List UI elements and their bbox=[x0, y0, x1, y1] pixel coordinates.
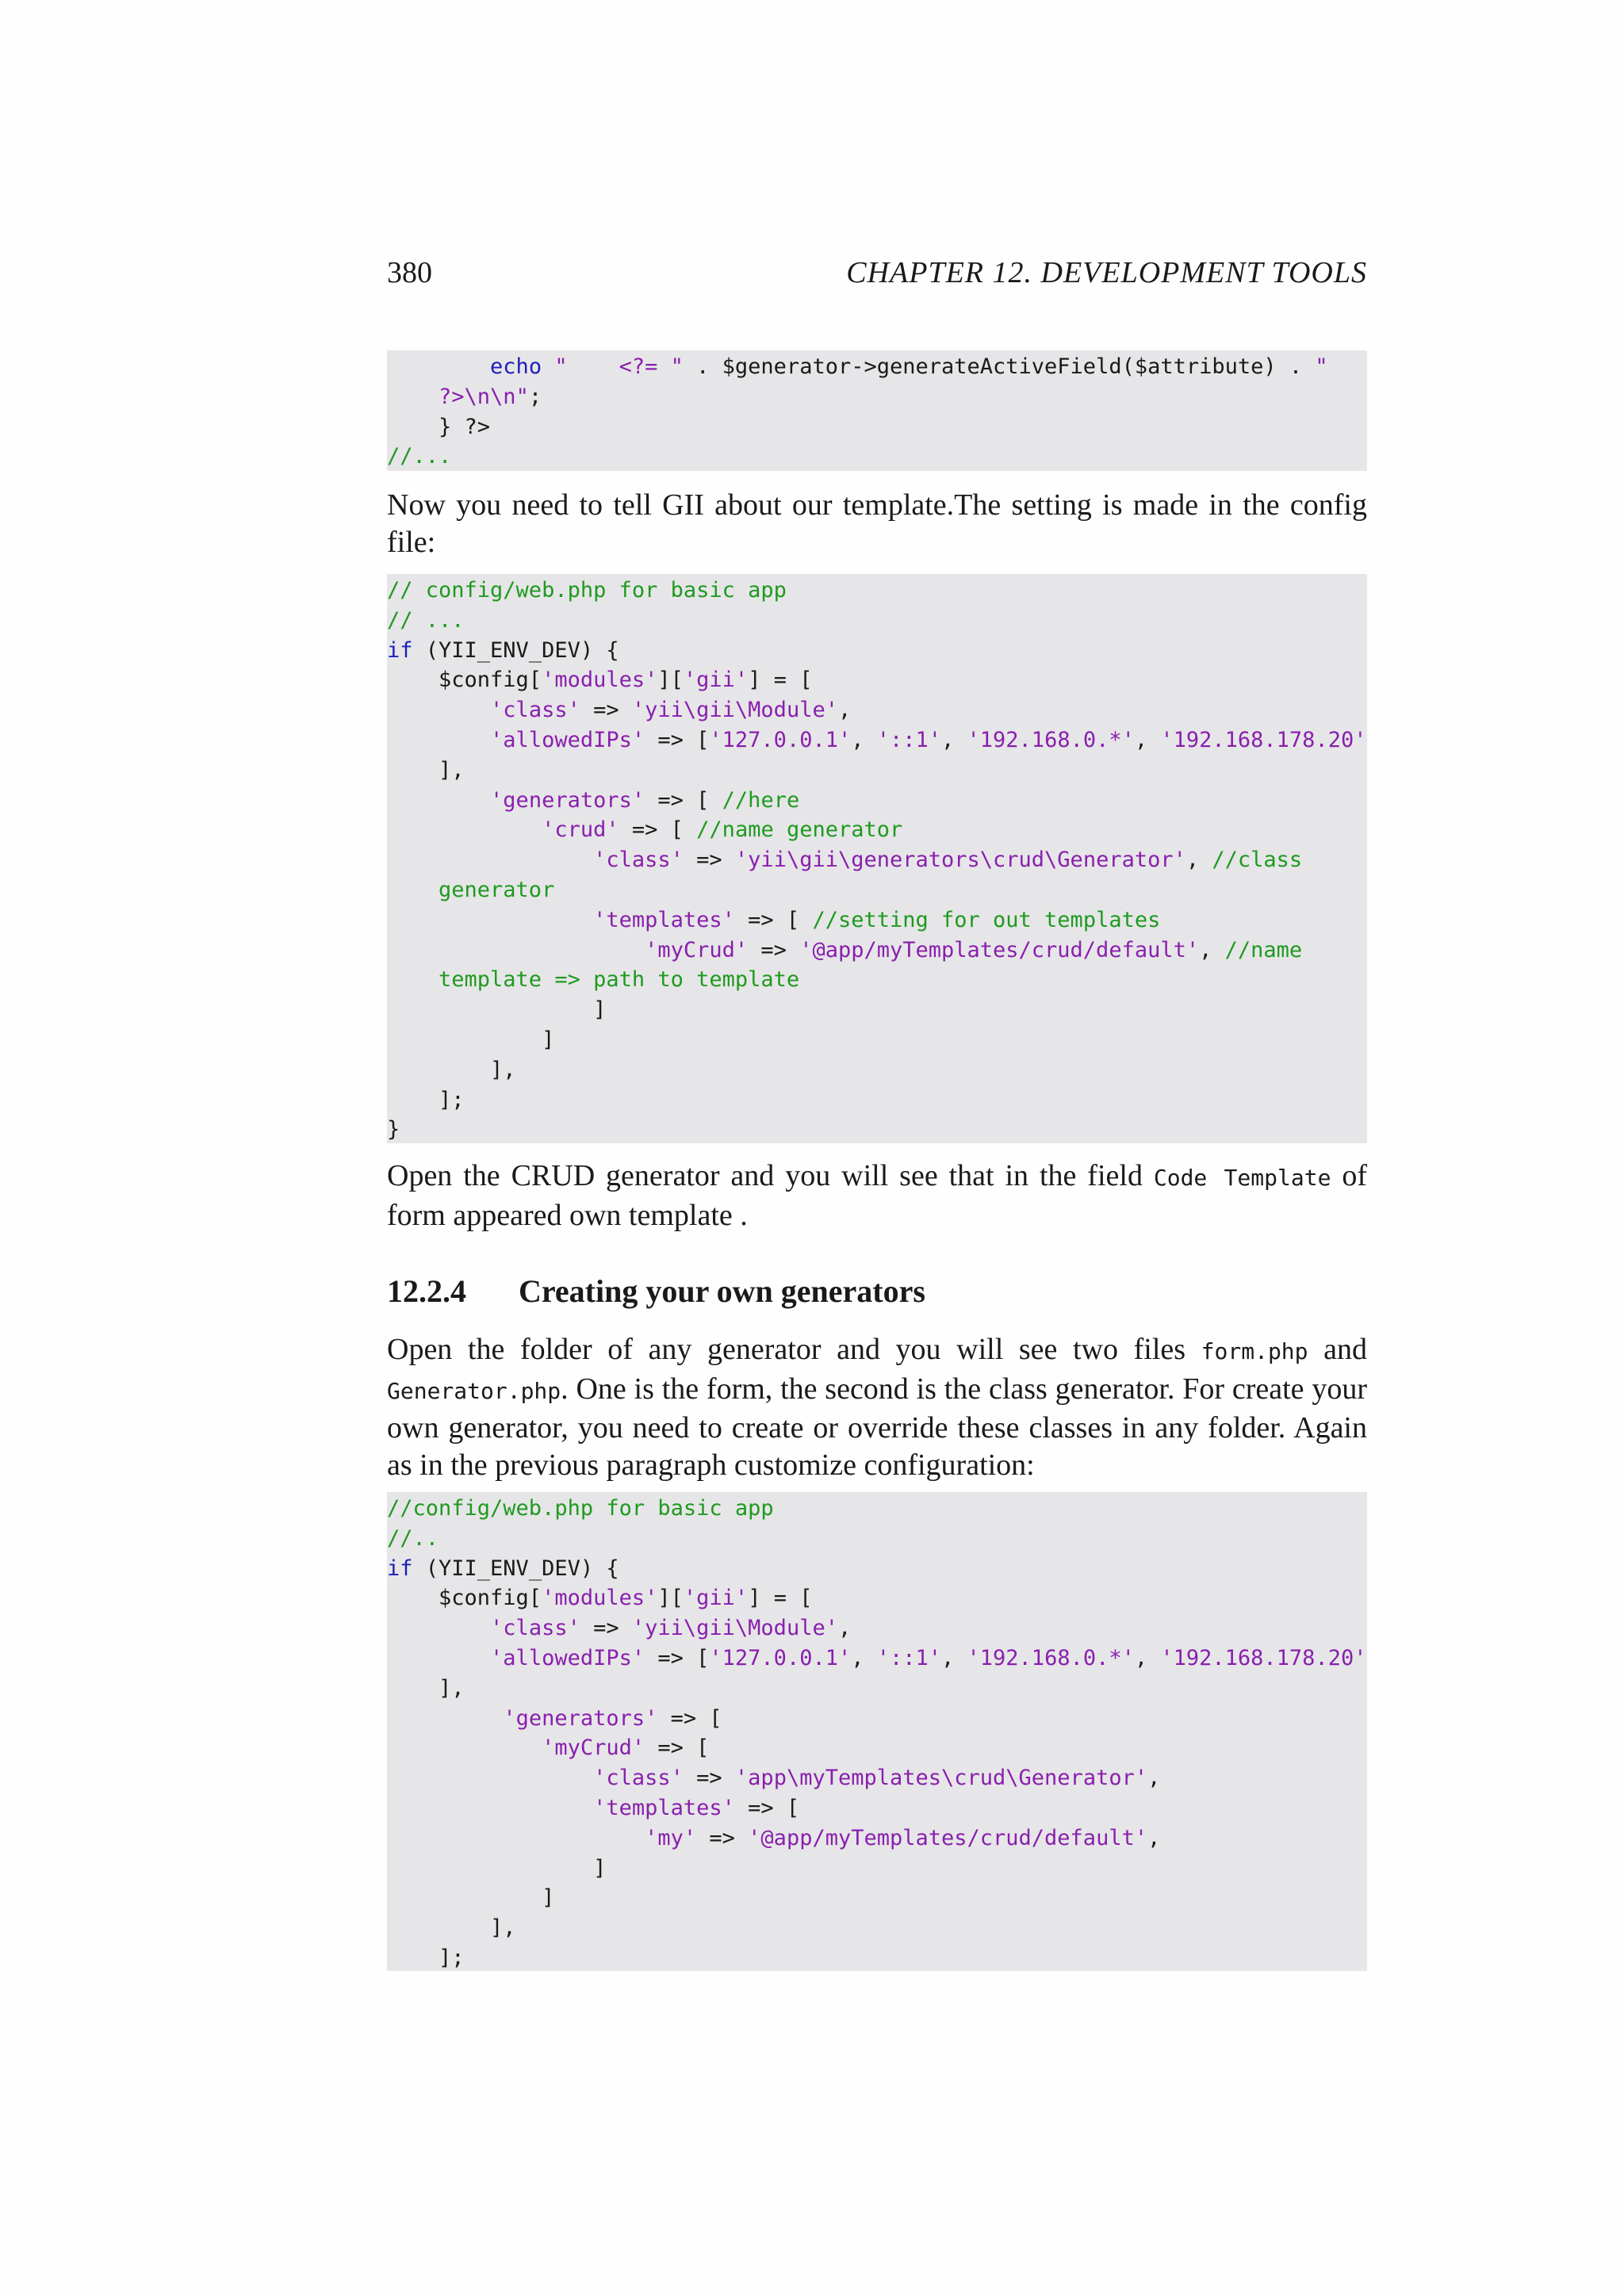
code-token: ][ bbox=[657, 668, 684, 693]
code-token: '127.0.0.1' bbox=[709, 727, 852, 752]
code-token: ][ bbox=[657, 1586, 684, 1611]
paragraph-own-generators bbox=[387, 1331, 1367, 1483]
code-line bbox=[387, 1763, 1367, 1793]
code-token: ], bbox=[387, 757, 465, 783]
code-token: } bbox=[387, 1117, 400, 1142]
code-token: , bbox=[851, 1645, 877, 1670]
code-line bbox=[387, 382, 1367, 412]
code-token: 'class' bbox=[593, 848, 684, 873]
code-line bbox=[387, 636, 1367, 666]
code-line bbox=[387, 1913, 1367, 1943]
code-token: //.. bbox=[387, 1525, 439, 1551]
code-token bbox=[387, 908, 593, 932]
code-token: 'yii\gii\generators\crud\Generator' bbox=[734, 848, 1186, 873]
code-block-template-snippet bbox=[387, 350, 1367, 471]
inline-code-generator-php: Generator.php bbox=[387, 1377, 561, 1404]
code-token: '@app/myTemplates/crud/default' bbox=[799, 937, 1200, 962]
code-line bbox=[387, 1554, 1367, 1584]
code-token bbox=[387, 1826, 645, 1850]
code-line bbox=[387, 1085, 1367, 1115]
code-token: => bbox=[580, 698, 632, 723]
code-token: => [ bbox=[657, 1705, 722, 1731]
code-token: , bbox=[1147, 1766, 1161, 1791]
code-token: . $generator->generateActiveField($attribute) . bbox=[683, 354, 1316, 379]
code-line bbox=[387, 1674, 1367, 1704]
code-token: //setting for out templates bbox=[812, 907, 1161, 932]
inline-code-form-php: form.php bbox=[1201, 1338, 1308, 1364]
code-token: 'generators' bbox=[503, 1705, 658, 1731]
code-token: => bbox=[683, 848, 735, 873]
code-token: // ... bbox=[387, 607, 465, 633]
code-token: " <?= " bbox=[542, 354, 684, 379]
code-token: ]; bbox=[387, 1087, 465, 1112]
code-token: 'myCrud' bbox=[645, 937, 749, 962]
code-token: '::1' bbox=[876, 1645, 942, 1670]
code-line bbox=[387, 695, 1367, 725]
code-line bbox=[387, 1025, 1367, 1055]
code-line bbox=[387, 1115, 1367, 1143]
code-token: , bbox=[1199, 937, 1225, 962]
code-token bbox=[387, 1735, 542, 1760]
code-line bbox=[387, 905, 1367, 936]
code-token: , bbox=[851, 727, 877, 752]
code-line bbox=[387, 576, 1367, 606]
code-line bbox=[387, 965, 1367, 995]
section-heading bbox=[387, 1272, 1367, 1311]
code-line bbox=[387, 725, 1367, 756]
code-line bbox=[387, 1583, 1367, 1613]
code-token bbox=[387, 698, 490, 722]
code-token: => bbox=[696, 1825, 749, 1850]
code-token: ], bbox=[387, 1915, 516, 1941]
code-token: , bbox=[1134, 1645, 1161, 1670]
code-token: 'myCrud' bbox=[542, 1735, 645, 1761]
code-token bbox=[387, 1706, 503, 1731]
code-token bbox=[387, 817, 542, 842]
code-token bbox=[387, 1796, 593, 1820]
code-line bbox=[387, 1524, 1367, 1554]
code-line bbox=[387, 1704, 1367, 1734]
code-line bbox=[387, 1733, 1367, 1763]
code-token bbox=[387, 385, 439, 409]
code-token: // config/web.php for basic app bbox=[387, 578, 787, 603]
code-token: //name generator bbox=[696, 817, 903, 843]
code-token: 'crud' bbox=[542, 817, 619, 843]
code-line bbox=[387, 995, 1367, 1025]
code-token bbox=[387, 1766, 593, 1790]
code-token: " bbox=[1315, 354, 1328, 379]
code-token: => [ bbox=[645, 787, 722, 813]
paragraph-text: and bbox=[1308, 1333, 1367, 1366]
code-line bbox=[387, 352, 1367, 382]
code-line bbox=[387, 936, 1367, 966]
code-token: 'generators' bbox=[490, 787, 645, 813]
code-token: '::1' bbox=[876, 727, 942, 752]
code-line bbox=[387, 1883, 1367, 1913]
code-token: ], bbox=[387, 1057, 516, 1082]
code-token: ?>\n\n" bbox=[439, 384, 529, 409]
code-token: ], bbox=[387, 1675, 465, 1701]
code-line bbox=[387, 756, 1367, 786]
code-token: $config[ bbox=[387, 1586, 542, 1611]
code-token: //class bbox=[1212, 848, 1303, 873]
paragraph-text: Open the CRUD generator and you will see that in the field bbox=[387, 1159, 1154, 1192]
code-token: , bbox=[941, 727, 967, 752]
code-token: '192.168.178.20' bbox=[1160, 727, 1367, 752]
code-token: echo bbox=[490, 354, 542, 379]
code-token: 'my' bbox=[645, 1825, 697, 1850]
code-line bbox=[387, 606, 1367, 636]
code-token: 'app\myTemplates\crud\Generator' bbox=[734, 1766, 1148, 1791]
code-token: 'yii\gii\Module' bbox=[631, 698, 838, 723]
code-token: '192.168.0.*' bbox=[967, 1645, 1135, 1670]
code-token: 'class' bbox=[490, 698, 580, 723]
code-token: => [ bbox=[645, 1735, 710, 1761]
code-token bbox=[387, 1616, 490, 1640]
code-line bbox=[387, 665, 1367, 695]
code-line bbox=[387, 412, 1367, 442]
code-token: ; bbox=[528, 384, 542, 409]
code-line bbox=[387, 442, 1367, 471]
code-token: => [ bbox=[734, 1795, 800, 1820]
code-block-config-templates bbox=[387, 574, 1367, 1143]
code-token: 'templates' bbox=[593, 907, 735, 932]
section-title: Creating your own generators bbox=[519, 1273, 925, 1309]
code-token: 'templates' bbox=[593, 1795, 735, 1820]
code-token: generator bbox=[387, 877, 555, 902]
code-token: , bbox=[1185, 848, 1212, 873]
code-token: $config[ bbox=[387, 668, 542, 693]
paragraph-config-intro: Now you need to tell GII about our template.The setting is made in the config file: bbox=[387, 488, 1367, 559]
code-token: 'allowedIPs' bbox=[490, 727, 645, 752]
code-line bbox=[387, 845, 1367, 875]
code-token bbox=[387, 788, 490, 813]
paragraph-text: of form appeared own template . bbox=[387, 1159, 1367, 1232]
code-line bbox=[387, 1823, 1367, 1854]
inline-code: Code Template bbox=[1153, 1165, 1331, 1191]
code-token: ] = [ bbox=[748, 668, 813, 693]
code-token: ]; bbox=[387, 1945, 465, 1970]
code-token: => [ bbox=[619, 817, 697, 843]
code-token: '192.168.0.*' bbox=[967, 727, 1135, 752]
code-line bbox=[387, 1644, 1367, 1674]
code-token: => [ bbox=[645, 727, 710, 752]
code-token: => bbox=[748, 937, 800, 962]
code-token: 'yii\gii\Module' bbox=[631, 1616, 838, 1641]
code-token bbox=[387, 848, 593, 872]
running-chapter-title: CHAPTER 12. DEVELOPMENT TOOLS bbox=[846, 256, 1367, 289]
page-number: 380 bbox=[387, 256, 432, 289]
code-token: '@app/myTemplates/crud/default' bbox=[748, 1825, 1148, 1850]
code-line bbox=[387, 1494, 1367, 1524]
code-token: => [ bbox=[734, 907, 813, 932]
code-token: => bbox=[580, 1616, 632, 1641]
code-token bbox=[387, 728, 490, 752]
code-token: template => path to template bbox=[387, 967, 800, 993]
code-token: ] bbox=[387, 1027, 555, 1052]
code-line bbox=[387, 1943, 1367, 1971]
code-token: , bbox=[1147, 1825, 1161, 1850]
code-line bbox=[387, 815, 1367, 845]
code-token: //name bbox=[1224, 937, 1303, 962]
section-number: 12.2.4 bbox=[387, 1273, 466, 1309]
code-token: if bbox=[387, 637, 413, 663]
code-token: 'modules' bbox=[542, 1586, 658, 1611]
code-token: 'gii' bbox=[683, 1586, 749, 1611]
code-token: ] = [ bbox=[748, 1586, 813, 1611]
code-token: ] bbox=[387, 1855, 607, 1881]
code-token: } ?> bbox=[387, 414, 491, 439]
code-line bbox=[387, 875, 1367, 905]
code-token: , bbox=[837, 1616, 852, 1641]
code-token: 'class' bbox=[593, 1766, 684, 1791]
code-token: 'allowedIPs' bbox=[490, 1645, 645, 1670]
code-token: => [ bbox=[645, 1645, 710, 1670]
code-token: => bbox=[683, 1766, 735, 1791]
code-token: (YII_ENV_DEV) { bbox=[412, 637, 619, 663]
page-header bbox=[387, 255, 1367, 300]
code-token: , bbox=[1134, 727, 1161, 752]
code-token: if bbox=[387, 1556, 413, 1581]
paragraph-crud-generator bbox=[387, 1158, 1367, 1234]
code-token bbox=[387, 354, 490, 379]
code-line bbox=[387, 1055, 1367, 1085]
code-token: ] bbox=[387, 997, 607, 1023]
code-token: (YII_ENV_DEV) { bbox=[412, 1556, 619, 1581]
code-token: 'modules' bbox=[542, 668, 658, 693]
code-token: 'class' bbox=[490, 1616, 580, 1641]
code-block-config-generators bbox=[387, 1492, 1367, 1971]
code-token bbox=[387, 938, 645, 962]
code-token: , bbox=[941, 1645, 967, 1670]
paragraph-text: Open the folder of any generator and you will see two files bbox=[387, 1333, 1201, 1366]
code-token: //... bbox=[387, 444, 452, 469]
code-line bbox=[387, 1793, 1367, 1823]
code-token: , bbox=[837, 698, 852, 723]
code-token: //config/web.php for basic app bbox=[387, 1496, 774, 1521]
code-line bbox=[387, 1854, 1367, 1884]
code-line bbox=[387, 786, 1367, 816]
paragraph-text: . One is the form, the second is the class generator. For create your own generator, you need to create or override these classes in any folder. Again as in the previous paragraph customize configuration: bbox=[387, 1372, 1367, 1482]
code-token: 'gii' bbox=[683, 668, 749, 693]
code-token: ] bbox=[387, 1885, 555, 1911]
code-token bbox=[387, 1646, 490, 1670]
code-token: //here bbox=[722, 787, 800, 813]
code-token: '192.168.178.20' bbox=[1160, 1645, 1367, 1670]
code-line bbox=[387, 1613, 1367, 1644]
code-token: '127.0.0.1' bbox=[709, 1645, 852, 1670]
